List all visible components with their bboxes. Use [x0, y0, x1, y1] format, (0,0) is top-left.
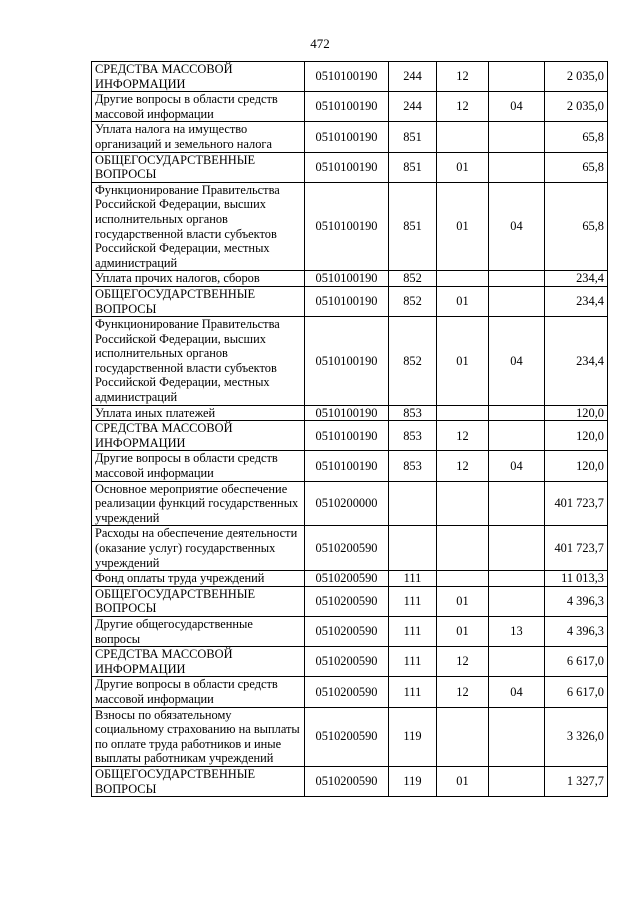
expense-name-cell: ОБЩЕГОСУДАРСТВЕННЫЕ ВОПРОСЫ [92, 152, 305, 182]
section-cell [437, 271, 489, 287]
section-cell: 12 [437, 677, 489, 707]
expense-name-cell: Другие общегосударственные вопросы [92, 616, 305, 646]
section-cell: 01 [437, 317, 489, 406]
section-cell: 12 [437, 421, 489, 451]
expense-name-cell: Фонд оплаты труда учреждений [92, 571, 305, 587]
section-cell [437, 405, 489, 421]
subsection-cell [489, 766, 545, 796]
section-cell [437, 707, 489, 766]
target-article-cell: 0510100190 [305, 405, 389, 421]
target-article-cell: 0510200590 [305, 586, 389, 616]
subsection-cell [489, 571, 545, 587]
expense-name-cell: Другие вопросы в области средств массовой информации [92, 92, 305, 122]
subsection-cell: 04 [489, 92, 545, 122]
expense-type-cell: 111 [389, 647, 437, 677]
table-row [92, 481, 608, 526]
section-cell: 12 [437, 451, 489, 481]
table-row [92, 571, 608, 587]
subsection-cell [489, 271, 545, 287]
target-article-cell: 0510100190 [305, 421, 389, 451]
expense-type-cell: 853 [389, 421, 437, 451]
table-row [92, 122, 608, 152]
expense-type-cell: 111 [389, 677, 437, 707]
expense-name-cell: ОБЩЕГОСУДАРСТВЕННЫЕ ВОПРОСЫ [92, 286, 305, 316]
subsection-cell [489, 122, 545, 152]
section-cell: 12 [437, 62, 489, 92]
expense-name-cell: Другие вопросы в области средств массовой информации [92, 677, 305, 707]
expense-type-cell: 852 [389, 271, 437, 287]
subsection-cell [489, 707, 545, 766]
expense-name-cell: Расходы на обеспечение деятельности (оказание услуг) государственных учреждений [92, 526, 305, 571]
expense-type-cell: 111 [389, 571, 437, 587]
subsection-cell [489, 286, 545, 316]
subsection-cell [489, 586, 545, 616]
target-article-cell: 0510100190 [305, 152, 389, 182]
expense-name-cell: Уплата прочих налогов, сборов [92, 271, 305, 287]
table-row [92, 451, 608, 481]
table-row [92, 405, 608, 421]
target-article-cell: 0510100190 [305, 122, 389, 152]
expense-type-cell: 852 [389, 286, 437, 316]
expense-type-cell: 853 [389, 405, 437, 421]
expense-type-cell: 853 [389, 451, 437, 481]
table-row [92, 766, 608, 796]
target-article-cell: 0510200590 [305, 677, 389, 707]
page-number: 472 [310, 36, 330, 51]
expense-type-cell: 851 [389, 152, 437, 182]
section-cell: 01 [437, 616, 489, 646]
expense-name-cell: Другие вопросы в области средств массовой информации [92, 451, 305, 481]
amount-cell: 120,0 [545, 451, 608, 481]
subsection-cell: 04 [489, 182, 545, 271]
expense-name-cell: Функционирование Правительства Российской Федерации, высших исполнительных органов государственной власти субъектов Российской Федерации, местных администраций [92, 317, 305, 406]
table-row [92, 616, 608, 646]
target-article-cell: 0510200590 [305, 766, 389, 796]
subsection-cell [489, 421, 545, 451]
amount-cell: 234,4 [545, 286, 608, 316]
amount-cell: 120,0 [545, 405, 608, 421]
amount-cell: 11 013,3 [545, 571, 608, 587]
section-cell [437, 571, 489, 587]
section-cell: 01 [437, 152, 489, 182]
table-row [92, 677, 608, 707]
expense-name-cell: Уплата иных платежей [92, 405, 305, 421]
subsection-cell [489, 526, 545, 571]
table-row [92, 286, 608, 316]
expense-type-cell [389, 481, 437, 526]
expense-name-cell: ОБЩЕГОСУДАРСТВЕННЫЕ ВОПРОСЫ [92, 586, 305, 616]
table-row [92, 62, 608, 92]
table-row [92, 182, 608, 271]
expense-name-cell: СРЕДСТВА МАССОВОЙ ИНФОРМАЦИИ [92, 62, 305, 92]
amount-cell: 65,8 [545, 182, 608, 271]
expense-name-cell: СРЕДСТВА МАССОВОЙ ИНФОРМАЦИИ [92, 421, 305, 451]
expense-type-cell: 852 [389, 317, 437, 406]
table-row [92, 271, 608, 287]
target-article-cell: 0510200590 [305, 647, 389, 677]
section-cell: 01 [437, 286, 489, 316]
target-article-cell: 0510200000 [305, 481, 389, 526]
amount-cell: 2 035,0 [545, 62, 608, 92]
amount-cell: 1 327,7 [545, 766, 608, 796]
subsection-cell [489, 481, 545, 526]
subsection-cell: 04 [489, 317, 545, 406]
table-row [92, 152, 608, 182]
target-article-cell: 0510100190 [305, 271, 389, 287]
section-cell [437, 122, 489, 152]
expense-type-cell: 244 [389, 62, 437, 92]
amount-cell: 4 396,3 [545, 586, 608, 616]
amount-cell: 6 617,0 [545, 677, 608, 707]
subsection-cell: 04 [489, 677, 545, 707]
subsection-cell [489, 152, 545, 182]
section-cell [437, 481, 489, 526]
section-cell: 12 [437, 647, 489, 677]
amount-cell: 6 617,0 [545, 647, 608, 677]
expense-type-cell: 111 [389, 616, 437, 646]
target-article-cell: 0510200590 [305, 616, 389, 646]
expense-name-cell: Функционирование Правительства Российской Федерации, высших исполнительных органов государственной власти субъектов Российской Федерации, местных администраций [92, 182, 305, 271]
amount-cell: 2 035,0 [545, 92, 608, 122]
expense-name-cell: ОБЩЕГОСУДАРСТВЕННЫЕ ВОПРОСЫ [92, 766, 305, 796]
expense-type-cell [389, 526, 437, 571]
amount-cell: 234,4 [545, 317, 608, 406]
target-article-cell: 0510200590 [305, 707, 389, 766]
target-article-cell: 0510100190 [305, 62, 389, 92]
target-article-cell: 0510100190 [305, 286, 389, 316]
amount-cell: 65,8 [545, 152, 608, 182]
expense-type-cell: 119 [389, 707, 437, 766]
subsection-cell: 13 [489, 616, 545, 646]
budget-table-body [92, 62, 608, 797]
subsection-cell [489, 405, 545, 421]
expense-type-cell: 244 [389, 92, 437, 122]
amount-cell: 4 396,3 [545, 616, 608, 646]
target-article-cell: 0510200590 [305, 571, 389, 587]
table-row [92, 586, 608, 616]
subsection-cell: 04 [489, 451, 545, 481]
expense-name-cell: Уплата налога на имущество организаций и земельного налога [92, 122, 305, 152]
expense-type-cell: 851 [389, 182, 437, 271]
table-row [92, 421, 608, 451]
expense-name-cell: СРЕДСТВА МАССОВОЙ ИНФОРМАЦИИ [92, 647, 305, 677]
table-row [92, 647, 608, 677]
expense-type-cell: 111 [389, 586, 437, 616]
amount-cell: 401 723,7 [545, 526, 608, 571]
target-article-cell: 0510100190 [305, 92, 389, 122]
table-row [92, 707, 608, 766]
subsection-cell [489, 62, 545, 92]
table-row [92, 526, 608, 571]
expense-name-cell: Взносы по обязательному социальному страхованию на выплаты по оплате труда работников и иные выплаты работникам учреждений [92, 707, 305, 766]
expense-type-cell: 119 [389, 766, 437, 796]
amount-cell: 65,8 [545, 122, 608, 152]
expense-name-cell: Основное мероприятие обеспечение реализации функций государственных учреждений [92, 481, 305, 526]
section-cell: 01 [437, 766, 489, 796]
target-article-cell: 0510200590 [305, 526, 389, 571]
amount-cell: 401 723,7 [545, 481, 608, 526]
budget-table [91, 61, 608, 797]
target-article-cell: 0510100190 [305, 182, 389, 271]
target-article-cell: 0510100190 [305, 317, 389, 406]
amount-cell: 234,4 [545, 271, 608, 287]
table-row [92, 317, 608, 406]
subsection-cell [489, 647, 545, 677]
section-cell: 01 [437, 586, 489, 616]
amount-cell: 120,0 [545, 421, 608, 451]
section-cell: 12 [437, 92, 489, 122]
expense-type-cell: 851 [389, 122, 437, 152]
section-cell: 01 [437, 182, 489, 271]
section-cell [437, 526, 489, 571]
amount-cell: 3 326,0 [545, 707, 608, 766]
target-article-cell: 0510100190 [305, 451, 389, 481]
table-row [92, 92, 608, 122]
